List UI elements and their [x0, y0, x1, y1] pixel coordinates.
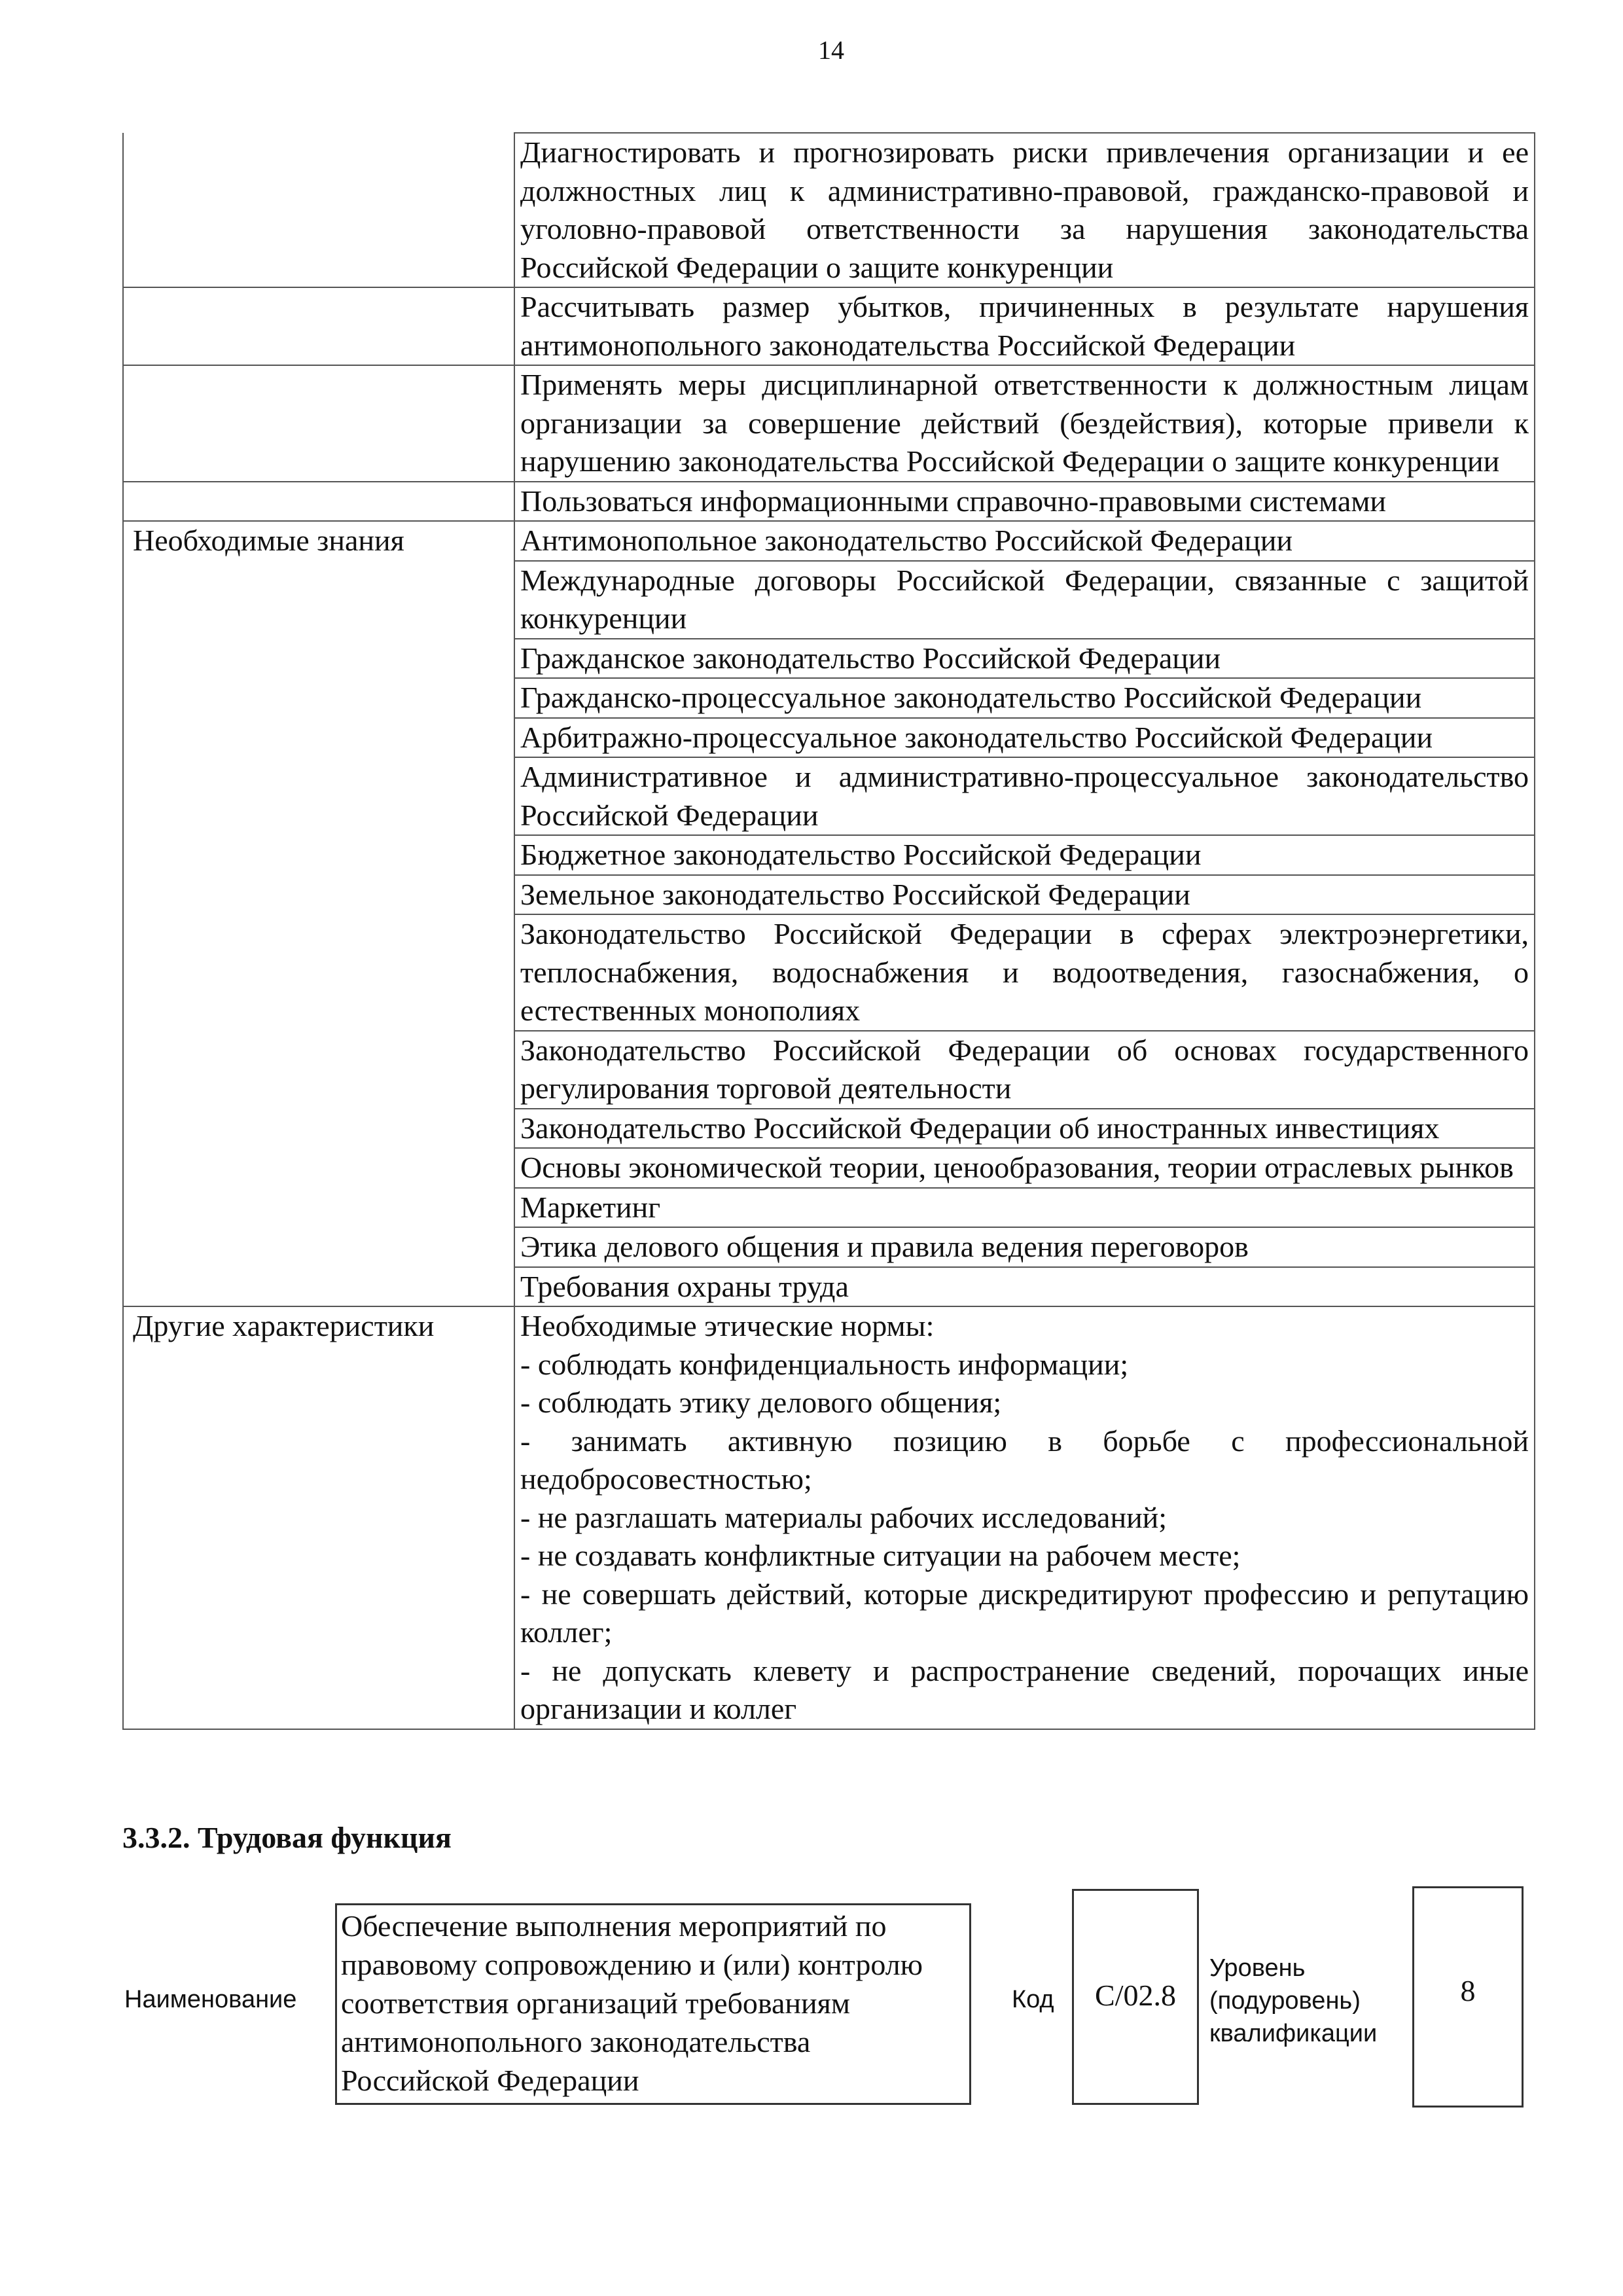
knowledge-item	[514, 1188, 1535, 1228]
function-name-box: Обеспечение выполнения мероприятий по правовому сопровождению и (или) контролю соответствия организаций требованиям антимонопольного законодательства Российской Федерации	[335, 1903, 971, 2105]
ethics-item: - не совершать действий, которые дискредитируют профессию и репутацию коллег;	[520, 1577, 1529, 1649]
knowledge-item-text: Административное и административно-процессуальное законодательство Российской Федерации	[520, 760, 1529, 832]
ethics-item: - не разглашать материалы рабочих исследований;	[520, 1500, 1168, 1534]
ethics-item: - соблюдать конфиденциальность информации;	[520, 1347, 1129, 1381]
knowledge-item	[514, 757, 1535, 835]
skill-item	[514, 133, 1535, 287]
knowledge-item	[514, 835, 1535, 875]
knowledge-item-text: Этика делового общения и правила ведения переговоров	[520, 1230, 1249, 1263]
empty-label-cell	[123, 133, 514, 287]
skill-item	[514, 287, 1535, 365]
knowledge-item	[514, 521, 1535, 561]
skill-item-text: Рассчитывать размер убытков, причиненных в результате нарушения антимонопольного законодательства Российской Федерации	[520, 290, 1529, 362]
ethics-heading: Необходимые этические нормы:	[520, 1309, 935, 1342]
table-row	[123, 521, 1535, 561]
knowledge-item-text: Бюджетное законодательство Российской Федерации	[520, 838, 1202, 871]
knowledge-item-text: Законодательство Российской Федерации об основах государственного регулирования торговой деятельности	[520, 1033, 1529, 1105]
table-row	[123, 287, 1535, 365]
qualification-level-box: 8	[1412, 1886, 1524, 2108]
knowledge-item	[514, 1227, 1535, 1267]
knowledge-item	[514, 678, 1535, 718]
knowledge-item-text: Арбитражно-процессуальное законодательство Российской Федерации	[520, 720, 1433, 754]
empty-label-cell	[123, 482, 514, 522]
knowledge-item-text: Земельное законодательство Российской Федерации	[520, 877, 1190, 911]
skill-item	[514, 482, 1535, 522]
knowledge-label: Необходимые знания	[123, 521, 514, 1306]
name-label: Наименование	[124, 1986, 297, 2013]
knowledge-item	[514, 1267, 1535, 1307]
table-row	[123, 1306, 1535, 1729]
qualification-level-label: Уровень (подуровень) квалификации	[1209, 1954, 1378, 2047]
ethics-item: - соблюдать этику делового общения;	[520, 1386, 1002, 1419]
knowledge-item	[514, 1109, 1535, 1149]
empty-label-cell	[123, 365, 514, 482]
table-row	[123, 365, 1535, 482]
knowledge-item-text: Законодательство Российской Федерации в сферах электроэнергетики, теплоснабжения, водоснабжения и водоотведения, газоснабжения, о естественных монополиях	[520, 917, 1529, 1027]
table-row	[123, 133, 1535, 287]
skill-item-text: Применять меры дисциплинарной ответственности к должностным лицам организации за совершение действий (бездействия), которые привели к нарушению законодательства Российской Федерации о защите конкуренции	[520, 368, 1529, 478]
knowledge-item-text: Основы экономической теории, ценообразования, теории отраслевых рынков	[520, 1151, 1514, 1184]
knowledge-item	[514, 718, 1535, 758]
knowledge-item-text: Гражданское законодательство Российской Федерации	[520, 641, 1221, 675]
page-number: 14	[818, 35, 844, 65]
skill-item	[514, 365, 1535, 482]
section-heading: 3.3.2. Трудовая функция	[122, 1821, 452, 1854]
knowledge-item	[514, 914, 1535, 1031]
knowledge-item-text: Законодательство Российской Федерации об иностранных инвестициях	[520, 1111, 1440, 1145]
table-row	[123, 482, 1535, 522]
knowledge-item	[514, 1148, 1535, 1188]
knowledge-item	[514, 561, 1535, 639]
other-characteristics-cell	[514, 1306, 1535, 1729]
ethics-item: - не создавать конфликтные ситуации на рабочем месте;	[520, 1539, 1241, 1572]
requirements-table	[122, 132, 1535, 1730]
ethics-item: - занимать активную позицию в борьбе с профессиональной недобросовестностью;	[520, 1424, 1529, 1496]
ethics-item: - не допускать клевету и распространение сведений, порочащих иные организации и коллег	[520, 1653, 1529, 1725]
knowledge-item-text: Гражданско-процессуальное законодательство Российской Федерации	[520, 681, 1422, 714]
knowledge-item	[514, 875, 1535, 915]
code-label: Код	[1012, 1986, 1054, 2013]
skill-item-text: Пользоваться информационными справочно-правовыми системами	[520, 484, 1387, 518]
empty-label-cell	[123, 287, 514, 365]
skill-item-text: Диагностировать и прогнозировать риски привлечения организации и ее должностных лиц к административно-правовой, гражданско-правовой и уголовно-правовой ответственности за нарушения законодательства Российской Федерации о защите конкуренции	[520, 135, 1529, 284]
knowledge-item-text: Требования охраны труда	[520, 1269, 849, 1303]
code-box: C/02.8	[1072, 1889, 1199, 2105]
knowledge-item	[514, 639, 1535, 679]
knowledge-item-text: Антимонопольное законодательство Российской Федерации	[520, 524, 1293, 557]
knowledge-item-text: Маркетинг	[520, 1190, 661, 1224]
knowledge-item-text: Международные договоры Российской Федерации, связанные с защитой конкуренции	[520, 563, 1529, 635]
other-characteristics-label: Другие характеристики	[123, 1306, 514, 1729]
knowledge-item	[514, 1031, 1535, 1109]
